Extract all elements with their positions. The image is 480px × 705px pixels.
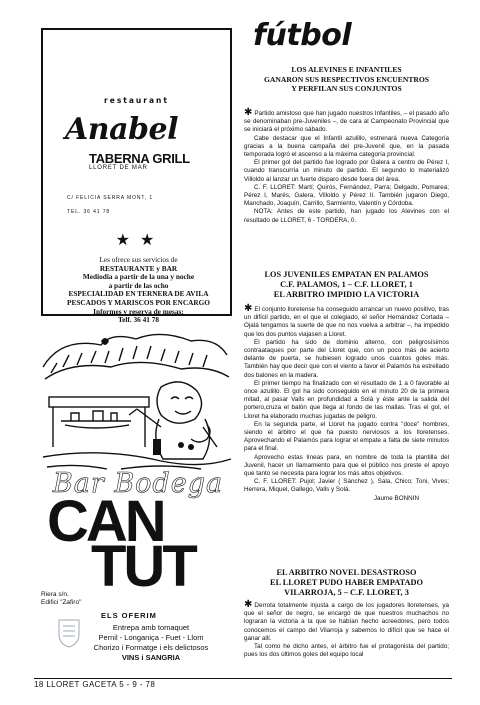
heading-line: LOS JUVENILES EMPATAN EN PALAMOS — [264, 270, 429, 279]
article-paragraph: ✱ Derrota totalmente injusta a cargo de los jugadores lloretenses, ya que el señor de negro, se encargó de que nuestros muchachos no lograran la victoria a la que se habían hecho acreedores, pero todos conocemos el campo del Vilarroja y sabemos lo difícil que se hace el ganar allí. — [244, 599, 449, 642]
heading-line: VILARROJA, 5 – C.F. LLORET, 3 — [284, 588, 409, 597]
article3-body — [244, 601, 449, 659]
article3-heading — [244, 568, 449, 598]
heading-line: LOS ALEVINES E INFANTILES — [291, 65, 402, 74]
article-paragraph: ✱ El conjunto lloretense ha conseguido arrancar un nuevo positivo, tras un difícil partido, en el que el colegiado, el señor Hernández Cortada – Ojalá tengamos la suerte de que no nos vuelva a arbitrar –, ha impedido que los dos puntos viajasen a Lloret. — [244, 303, 449, 338]
asterisk-icon: ✱ — [244, 107, 253, 118]
oferim-item: Pernil - Longaniça - Fuet - Llom — [98, 633, 204, 642]
anabel-ad — [41, 28, 232, 325]
article-paragraph: Cabe destacar que el Infantil azulillo, estrenará nueva Categoría gracias a la buena campaña del pre-Juvenil que, en la pasada temporada logró el ascenso a la máxima categoría provincial. — [244, 134, 449, 159]
ad-restaurant-word: restaurant — [104, 96, 169, 105]
article-paragraph: Aprovecho estas líneas para, en nombre de toda la plantilla del Juvenil, hacer un llamamiento para que el público nos preste el apoyo que tanto se necesita para lograr los más altos objetivos. — [244, 453, 449, 478]
ad-anabel-logo: Anabel — [65, 112, 178, 147]
offer-line: Mediodia a partir de la una y noche — [82, 272, 195, 282]
offer-line: Telf. 36 41 78 — [117, 315, 160, 325]
oferim-item: Entrepa amb tomaquet — [112, 623, 190, 632]
article-paragraph: C. F. LLORET: Martí; Quirós, Fernández, Parra; Delgado, Pomarea; Pérez I, Marés, Galera, Villoldo y Pérez II. También jugaron Diego, Manchado, Joaquín, Carrillo, Sarmiento, Valentín y Córdoba. — [244, 183, 449, 208]
offer-line: ESPECIALIDAD EN TERNERA DE AVILA — [68, 289, 209, 299]
ad-phone: TEL. 36 41 78 — [67, 209, 111, 215]
footer-rule — [34, 678, 452, 679]
heading-line: EL ARBITRO IMPIDIO LA VICTORIA — [273, 290, 420, 299]
bar-bodega-script: Bar Bodega — [52, 468, 224, 499]
address-line: Riera s/n. — [41, 591, 69, 598]
offer-line: PESCADOS Y MARISCOS POR ENCARGO — [67, 297, 210, 307]
bodega-ad — [41, 327, 232, 692]
ad-address: C/ FELICIA SERRA MONT, 1 — [67, 195, 154, 201]
page-footer: 18 LLORET GACETA 5 - 9 - 78 — [34, 680, 156, 689]
article-paragraph: ✱ Partido amistoso que han jugado nuestros Infantiles, – el pasado año se denominaban pre-Juveniles –, de cara al Campeonato Provincial que se iniciará el próximo sábado. — [244, 107, 449, 134]
ad-offer-text — [47, 256, 230, 325]
article-paragraph: El primer gol del partido fue logrado por Galera a centro de Pérez I, cuando transcurría un minuto de partido. El segundo lo materializó Villoldo al lanzar un fuerte disparo desde fuera del área. — [244, 159, 449, 183]
tavern-sketch-illustration — [41, 327, 232, 477]
asterisk-icon: ✱ — [244, 303, 253, 314]
bodega-address — [41, 591, 81, 607]
article-paragraph: NOTA: Antes de este partido, han jugado los Alevines con el resultado de LLORET, 6 - TORDERA, 0. — [244, 208, 449, 224]
article-paragraph: El primer tiempo ha finalizado con el resultado de 1 a 0 favorable al once azulillo. El gol ha sido conseguido en el minuto 20 de la primera mitad, al pasar Valls en profundidad a Solá y éste ante la salida del portero,cruza el balón que llega al fondo de las mallas. Tras el gol, el Lloret ha elaborado muchas jugadas de peligro. — [244, 379, 449, 420]
article2-body — [244, 305, 449, 503]
oferim-list — [71, 623, 231, 663]
article1-heading — [244, 65, 449, 94]
oferim-title: ELS OFERIM — [101, 611, 157, 620]
can-tut-line2: TUT — [91, 534, 195, 599]
offer-line: RESTAURANTE y BAR — [99, 263, 178, 273]
section-title: fútbol — [253, 18, 352, 53]
article-paragraph: Tal como he dicho antes, el árbitro fue el protagonista del partido; pues los dos últimos goles del equipo local — [244, 643, 449, 659]
article-paragraph: En la segunda parte, el Lloret ha jugado contra "doce" hombres, siendo el árbitro el que ha puesto nerviosos a los lloretenses. Aprovechando el Palamós para lograr el empate a falta de siete minutos para el final. — [244, 420, 449, 453]
article2-signature: Jaume BONNIN — [373, 494, 419, 502]
article2-heading — [244, 270, 449, 300]
heading-line: C.F. PALAMOS, 1 – C.F. LLORET, 1 — [280, 280, 413, 289]
article1-body — [244, 109, 449, 225]
address-line: Edifici "Zafiro" — [41, 599, 82, 606]
heading-line: EL ARBITRO NOVEL DESASTROSO — [276, 568, 417, 577]
asterisk-icon: ✱ — [244, 599, 253, 610]
can-tut-line1: CAN — [47, 489, 164, 554]
article-paragraph: El partido ha sido de dominio alterno, con peligrosísimos contraataques por parte del Lloret que, con un poco más de acierto delante de puerta, se hubiesen logrado unos cuantos goles más. También hay que decir que con el viento a favor el Palamós ha estrellado dos balones en la madera. — [244, 338, 449, 379]
ad-location: LLORET DE MAR — [89, 165, 148, 171]
heading-line: EL LLORET PUDO HABER EMPATADO — [270, 578, 423, 587]
offer-line: Informes y reserva de mesas: — [93, 306, 184, 316]
article-paragraph: C. F. LLORET: Pujol; Javier ( Sánchez ), Sala, Chico; Toni, Vives; Herrera, Miquel, Gallego, Valls y Solá. — [244, 478, 449, 494]
offer-line: Les ofrece sus servicios de — [99, 255, 178, 264]
offer-line: a partir de las ocho — [108, 280, 169, 290]
heading-line: Y PERFILAN SUS CONJUNTOS — [291, 84, 402, 94]
ad-taberna-grill: TABERNA GRILL — [89, 151, 190, 166]
heading-line: GANARON SUS RESPECTIVOS ENCUENTROS — [263, 74, 430, 84]
oferim-item: Chorizo i Formatge i els delictosos — [93, 643, 209, 652]
ad-stars: ★ ★ — [115, 232, 158, 249]
oferim-item: VINS i SANGRIA — [121, 653, 181, 662]
